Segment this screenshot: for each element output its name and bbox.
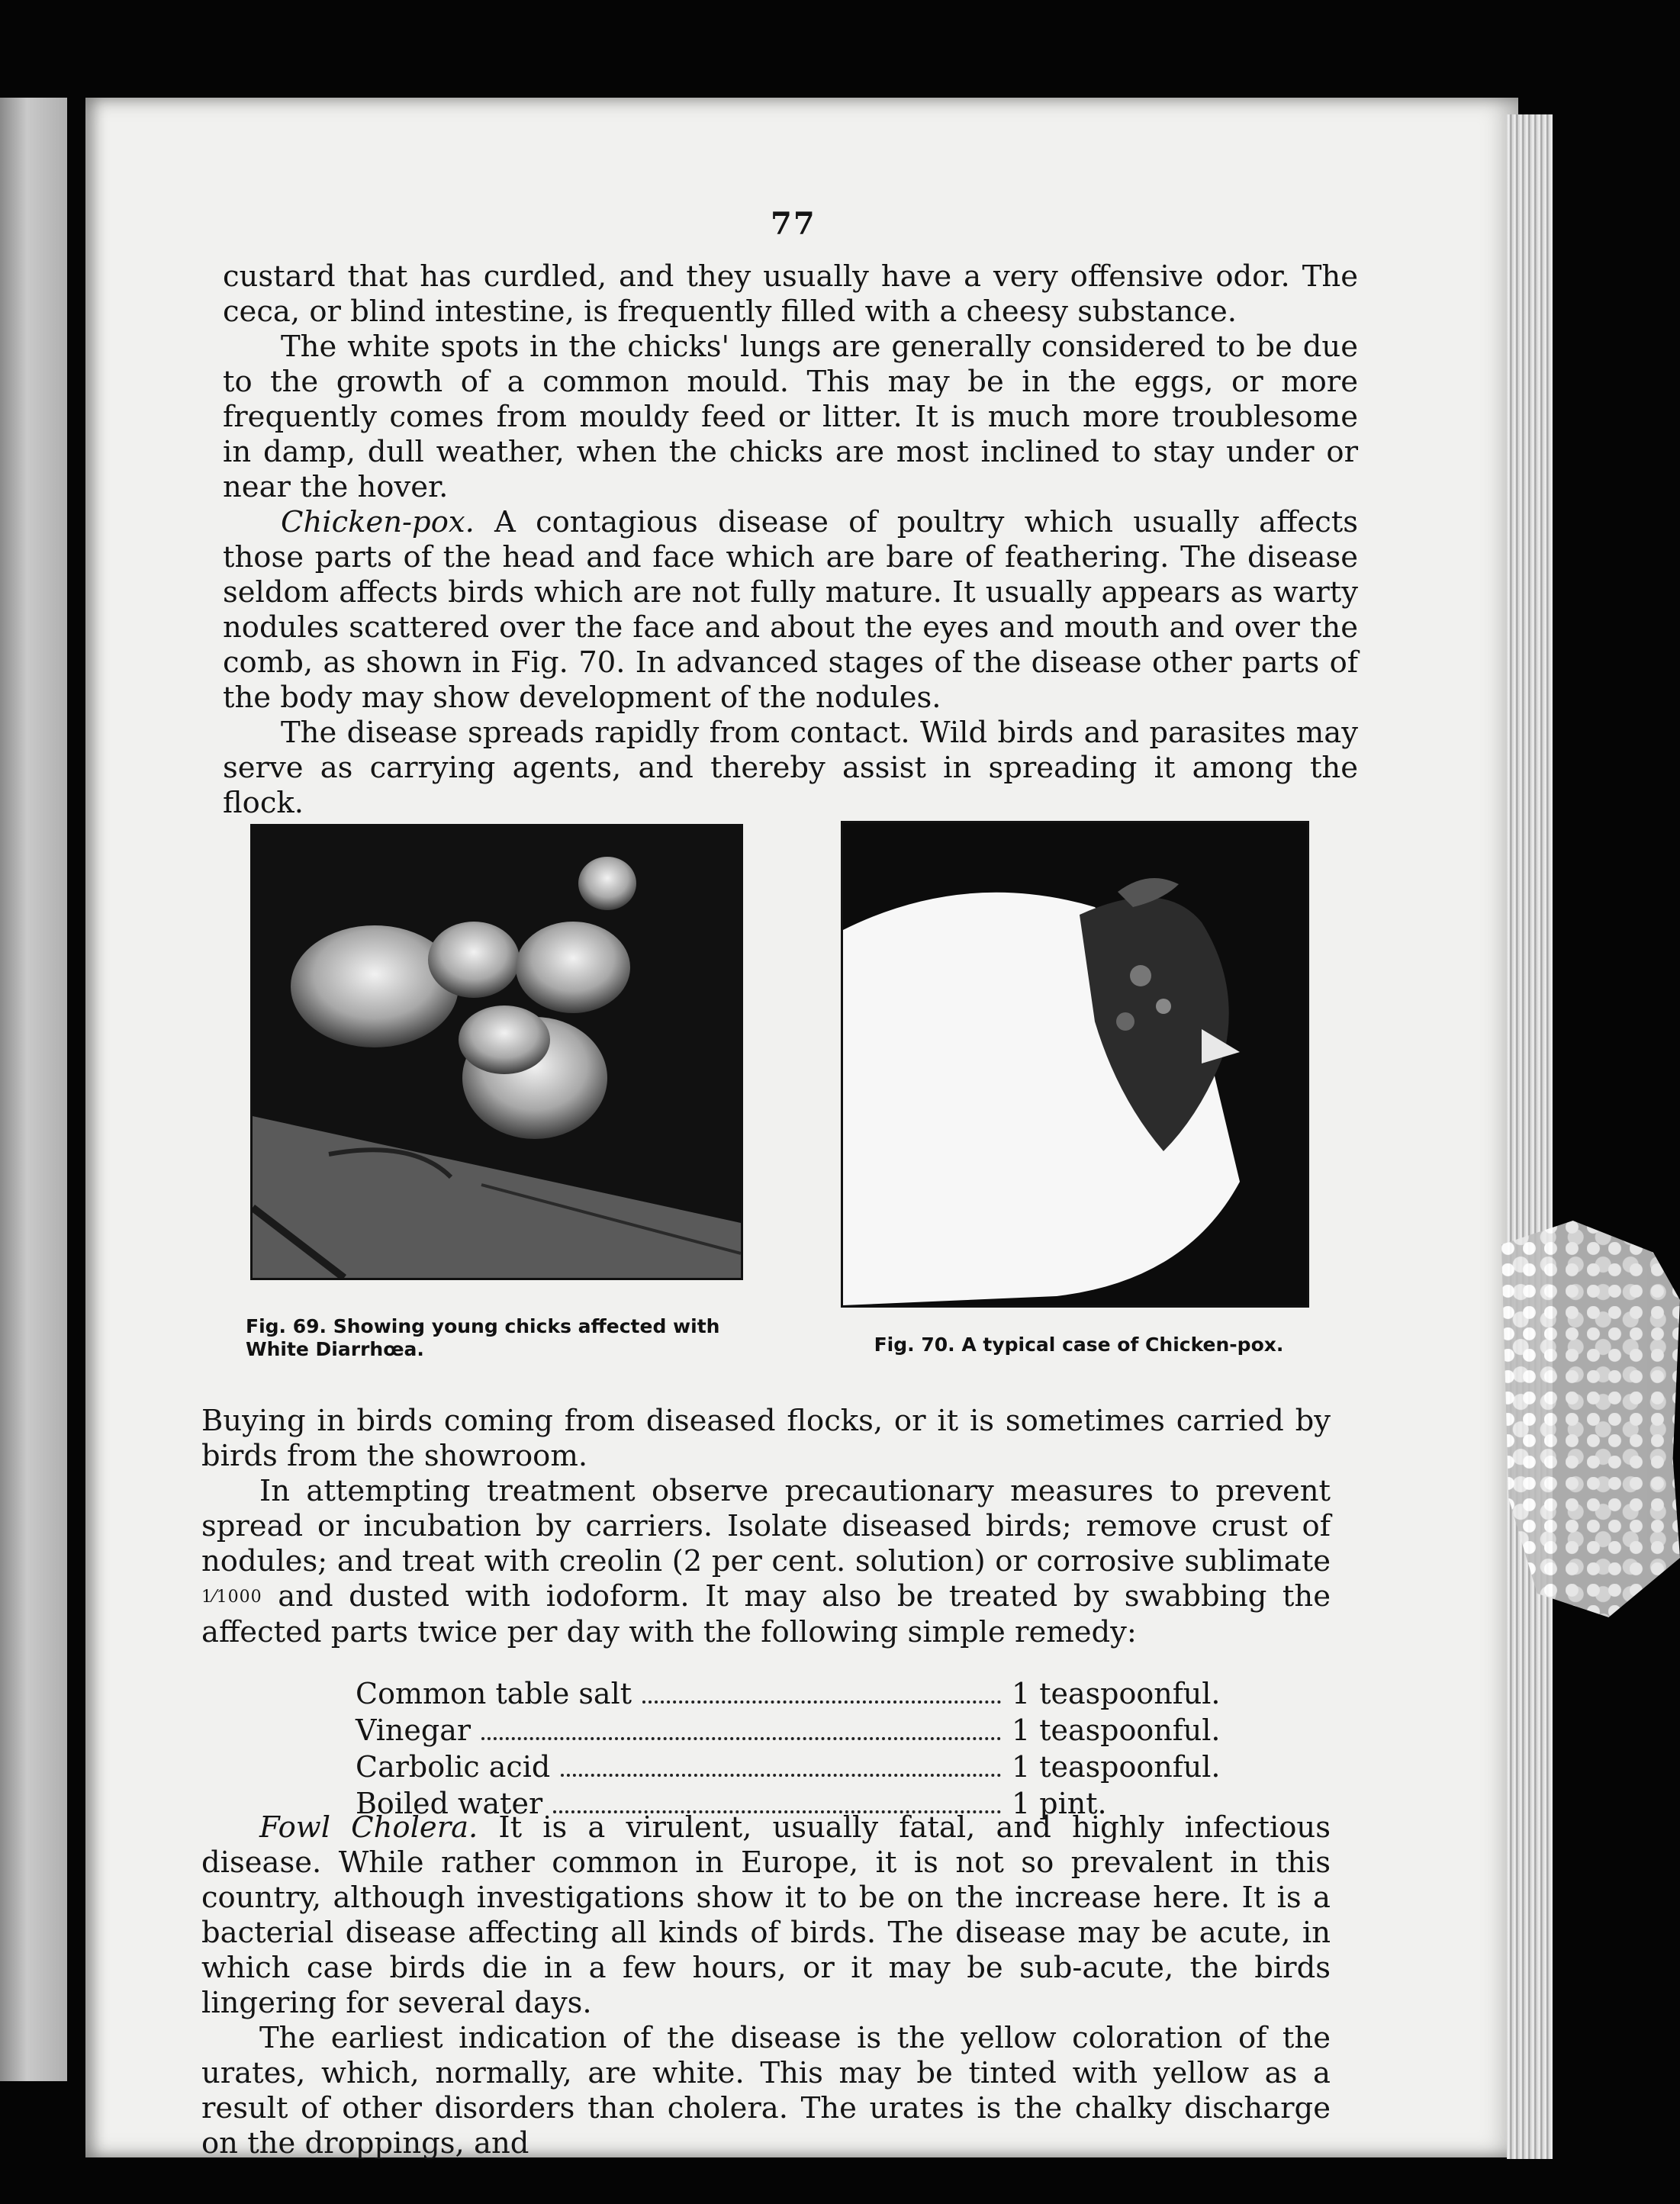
- paragraph-text: A contagious disease of poultry which usually affects those parts of the head and face which are bare of feathering. The disease seldom affects birds which are not fully mature. It usually appears as warty nodules scattered over the face and about the eyes and mouth and over the comb, as shown in Fig. 70. In advanced stages of the disease other parts of the body may show development of the nodules.: [223, 505, 1358, 715]
- figure-70-caption: Fig. 70. A typical case of Chicken-pox.: [874, 1334, 1284, 1356]
- leader-dots: [561, 1774, 1001, 1777]
- recipe-quantity: 1 teaspoonful.: [1012, 1713, 1221, 1747]
- paragraph-treatment: [201, 1474, 1331, 1650]
- leader-dots: [481, 1737, 1001, 1740]
- figure-69-photo: [250, 824, 743, 1280]
- paragraph-text: custard that has curdled, and they usually have a very offensive odor. The ceca, or blind intestine, is frequently filled with a cheesy substance.: [223, 259, 1358, 329]
- recipe-quantity: 1 teaspoonful.: [1012, 1750, 1221, 1784]
- top-text-block: [223, 259, 1358, 821]
- paragraph-text: The white spots in the chicks' lungs are generally considered to be due to the growth of a common mould. This may be in the eggs, or more frequently comes from mouldy feed or litter. It is much more troublesome in damp, dull weather, when the chicks are most inclined to stay under or near the hover.: [223, 330, 1358, 504]
- paragraph-text: Buying in birds coming from diseased flocks, or it is sometimes carried by birds from the showroom.: [201, 1404, 1331, 1473]
- paragraph-buying-birds: [201, 1404, 1331, 1474]
- figure-70-photo: [841, 821, 1309, 1308]
- recipe-row: [356, 1785, 1210, 1822]
- leader-dots: [553, 1810, 1001, 1813]
- paragraph-spread: [223, 716, 1358, 821]
- paragraph-text: The disease spreads rapidly from contact. Wild birds and parasites may serve as carrying agents, and thereby assist in spreading it among the flock.: [223, 716, 1358, 820]
- remedy-recipe-table: [356, 1675, 1221, 1822]
- paragraph-continuation: [223, 259, 1358, 330]
- paragraph-urates: [201, 2021, 1331, 2161]
- paragraph-text: The earliest indication of the disease is the yellow coloration of the urates, which, normally, are white. This may be tinted with yellow as a result of other disorders than cholera. The urates is the chalky discharge on the droppings, and: [201, 2021, 1331, 2161]
- section-heading-fowl-cholera: Fowl Cholera.: [259, 1810, 478, 1845]
- chicks-photo-illustration: [253, 826, 741, 1278]
- paragraph-text: In attempting treatment observe precautionary measures to prevent spread or incubation by carriers. Isolate diseased birds; remove crust of nodules; and treat with creolin (2 per cent. solution) or corrosive sublimate: [201, 1474, 1331, 1578]
- recipe-ingredient: Vinegar: [356, 1713, 471, 1747]
- recipe-row: [356, 1749, 1221, 1785]
- paragraph-text: and dusted with iodoform. It may also be treated by swabbing the affected parts twice per day with the following simple remedy:: [201, 1579, 1331, 1649]
- rooster-photo-illustration: [843, 823, 1307, 1305]
- fraction: 1⁄1000: [201, 1588, 262, 1607]
- page-stack-edges: [1507, 114, 1553, 2159]
- lace-edge-artifact: [1501, 1221, 1680, 1617]
- figure-69-caption: Fig. 69. Showing young chicks affected with White Diarrhœa.: [246, 1315, 720, 1360]
- paragraph-white-spots: [223, 330, 1358, 505]
- recipe-ingredient: Boiled water: [356, 1787, 543, 1820]
- recipe-quantity: 1 teaspoonful.: [1012, 1677, 1221, 1710]
- leader-dots: [642, 1700, 1001, 1704]
- paragraph-text: It is a virulent, usually fatal, and highly infectious disease. While rather common in Europe, it is not so prevalent in this country, although investigations show it to be on the increase here. It is a bacterial disease affecting all kinds of birds. The disease may be acute, in which case birds die in a few hours, or it may be sub-acute, the birds lingering for several days.: [201, 1810, 1331, 2020]
- page-number: 77: [771, 206, 816, 242]
- paragraph-fowl-cholera: [201, 1810, 1331, 2021]
- recipe-ingredient: Common table salt: [356, 1677, 632, 1710]
- section-heading-chicken-pox: Chicken-pox.: [281, 505, 475, 539]
- recipe-row: [356, 1675, 1221, 1712]
- recipe-quantity: 1 pint.: [1012, 1787, 1107, 1820]
- recipe-row: [356, 1712, 1221, 1749]
- facing-page-edge: [0, 98, 67, 2081]
- paragraph-chicken-pox: [223, 505, 1358, 716]
- recipe-ingredient: Carbolic acid: [356, 1750, 551, 1784]
